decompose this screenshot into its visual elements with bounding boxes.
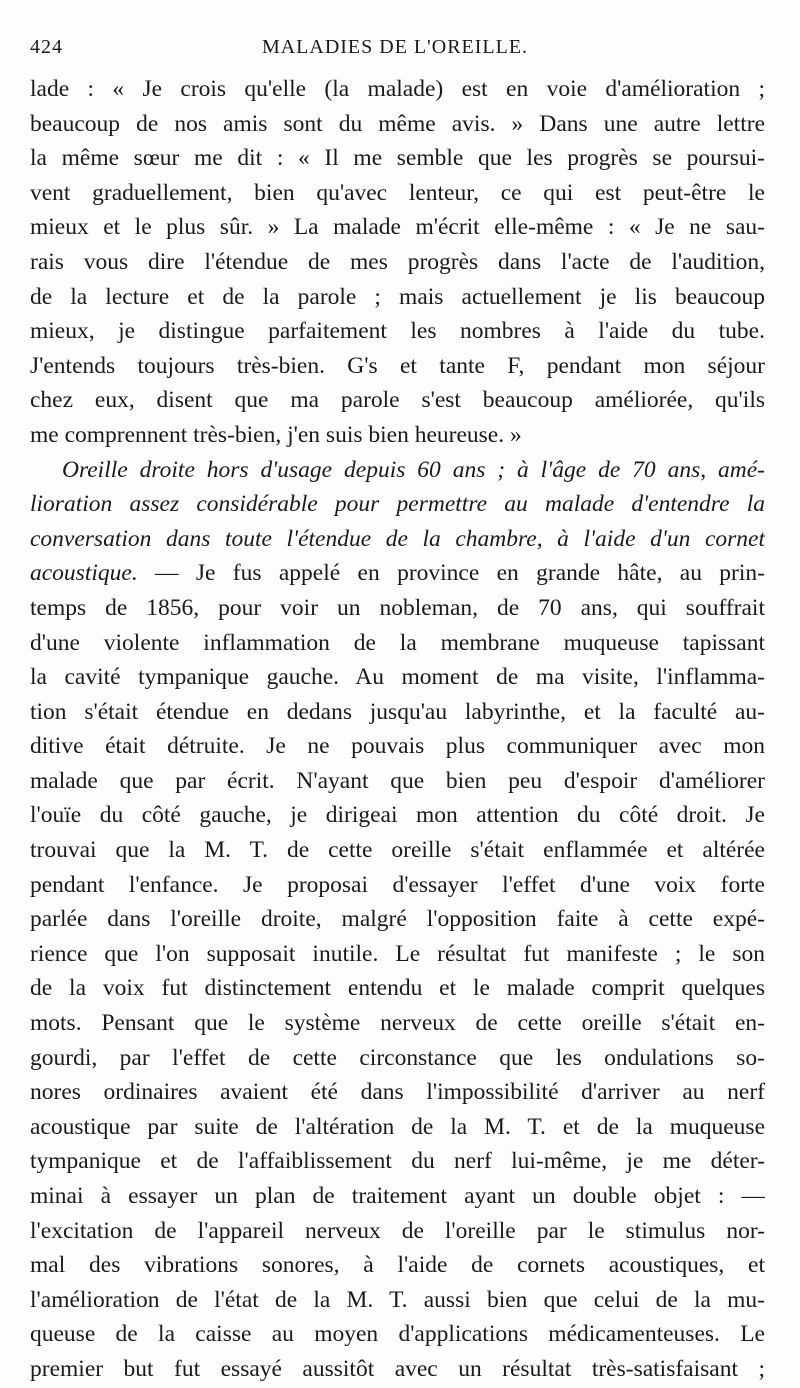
- line-text: minai à essayer un plan de traitement ayant un double objet : —: [30, 1183, 765, 1209]
- text-line: [30, 729, 765, 764]
- text-line: [30, 937, 765, 972]
- line-text: gourdi, par l'effet de cette circonstance que les ondulations so-: [30, 1044, 765, 1071]
- text-line: [30, 141, 765, 176]
- page-number: 424: [30, 36, 63, 58]
- line-text: mieux, je distingue parfaitement les nombres à l'aide du tube.: [30, 318, 765, 345]
- body-text: [30, 72, 765, 1387]
- text-line: [30, 1075, 765, 1110]
- text-line: [30, 764, 765, 799]
- line-text: vent graduellement, bien qu'avec lenteur, ce qui est peut-être le: [30, 179, 765, 206]
- text-line: [30, 487, 765, 522]
- text-line: [30, 453, 765, 488]
- line-text: acoustique par suite de l'altération de la M. T. et de la muqueuse: [30, 1113, 765, 1140]
- line-text: mal des vibrations sonores, à l'aide de cornets acoustiques, et: [30, 1252, 765, 1279]
- line-text: temps de 1856, pour voir un nobleman, de 70 ans, qui souffrait: [30, 594, 765, 621]
- text-line: [30, 626, 765, 661]
- text-line: [30, 245, 765, 280]
- text-line: [30, 1006, 765, 1041]
- line-text: parlée dans l'oreille droite, malgré l'opposition faite à cette expé-: [30, 906, 765, 933]
- text-line: [30, 383, 765, 418]
- italic-text: lioration assez considérable pour permettre au malade d'entendre la: [30, 491, 765, 518]
- text-line: [30, 556, 765, 591]
- line-text: malade que par écrit. N'ayant que bien peu d'espoir d'améliorer: [30, 767, 765, 794]
- text-line: [30, 210, 765, 245]
- text-line: [30, 868, 765, 903]
- line-text: l'ouïe du côté gauche, je dirigeai mon attention du côté droit. Je: [30, 802, 765, 829]
- text-line: [30, 591, 765, 626]
- line-text: l'excitation de l'appareil nerveux de l'oreille par le stimulus nor-: [30, 1217, 765, 1244]
- text-line: [30, 280, 765, 315]
- text-line: [30, 107, 765, 142]
- text-line: [30, 902, 765, 937]
- running-title: MALADIES DE L'OREILLE.: [261, 36, 529, 58]
- text-line: [30, 833, 765, 868]
- text-line: [30, 1248, 765, 1283]
- text-line: [30, 314, 765, 349]
- line-text: l'amélioration de l'état de la M. T. aussi bien que celui de la mu-: [30, 1286, 765, 1313]
- line-text: queuse de la caisse au moyen d'applications médicamenteuses. Le: [30, 1321, 765, 1348]
- line-text: la même sœur me dit : « Il me semble que les progrès se poursui-: [30, 145, 765, 172]
- text-line: [30, 72, 765, 107]
- line-text: mieux et le plus sûr. » La malade m'écrit elle-même : « Je ne sau-: [30, 214, 765, 241]
- text-line: [30, 1179, 765, 1214]
- line-text: mots. Pensant que le système nerveux de cette oreille s'était en-: [30, 1010, 765, 1037]
- line-text: trouvai que la M. T. de cette oreille s'était enflammée et altérée: [30, 837, 765, 864]
- text-line: [30, 1352, 765, 1387]
- line-text: rience que l'on supposait inutile. Le résultat fut manifeste ; le son: [30, 940, 765, 967]
- text-line: [30, 522, 765, 557]
- italic-text: acoustique.: [30, 560, 138, 587]
- line-text: tympanique et de l'affaiblissement du nerf lui-même, je me déter-: [30, 1148, 765, 1175]
- line-text: de la lecture et de la parole ; mais actuellement je lis beaucoup: [30, 283, 765, 310]
- line-text: de la voix fut distinctement entendu et le malade comprit quelques: [30, 975, 765, 1002]
- line-text: ditive était détruite. Je ne pouvais plus communiquer avec mon: [30, 733, 765, 760]
- line-text: nores ordinaires avaient été dans l'impossibilité d'arriver au nerf: [30, 1079, 765, 1106]
- italic-text: conversation dans toute l'étendue de la chambre, à l'aide d'un cornet: [30, 525, 765, 552]
- text-line: [30, 349, 765, 384]
- text-line: [30, 798, 765, 833]
- line-text: la cavité tympanique gauche. Au moment de ma visite, l'inflamma-: [30, 664, 765, 691]
- line-text: — Je fus appelé en province en grande hâte, au prin-: [137, 560, 765, 587]
- text-line: [30, 1041, 765, 1076]
- page-header: [30, 36, 760, 66]
- text-line: [30, 971, 765, 1006]
- line-text: d'une violente inflammation de la membrane muqueuse tapissant: [30, 629, 765, 656]
- line-text: rais vous dire l'étendue de mes progrès dans l'acte de l'audition,: [30, 248, 765, 275]
- line-text: chez eux, disent que ma parole s'est beaucoup améliorée, qu'ils: [30, 387, 765, 414]
- line-text: J'entends toujours très-bien. G's et tante F, pendant mon séjour: [30, 352, 765, 379]
- text-line: [30, 1317, 765, 1352]
- line-text: beaucoup de nos amis sont du même avis. » Dans une autre lettre: [30, 110, 765, 137]
- line-text: lade : « Je crois qu'elle (la malade) est en voie d'amélioration ;: [30, 76, 765, 102]
- text-line: [30, 660, 765, 695]
- text-line: [30, 1144, 765, 1179]
- text-line: [30, 1283, 765, 1318]
- text-line: [30, 418, 765, 453]
- text-line: [30, 1110, 765, 1145]
- line-text: premier but fut essayé aussitôt avec un résultat très-satisfaisant ;: [30, 1355, 765, 1382]
- line-text: pendant l'enfance. Je proposai d'essayer l'effet d'une voix forte: [30, 871, 765, 898]
- line-text: tion s'était étendue en dedans jusqu'au labyrinthe, et la faculté au-: [30, 698, 765, 725]
- line-text: me comprennent très-bien, j'en suis bien heureuse. »: [30, 421, 522, 448]
- text-line: [30, 1214, 765, 1249]
- italic-text: Oreille droite hors d'usage depuis 60 ans ; à l'âge de 70 ans, amé-: [62, 456, 765, 483]
- text-line: [30, 695, 765, 730]
- text-line: [30, 176, 765, 211]
